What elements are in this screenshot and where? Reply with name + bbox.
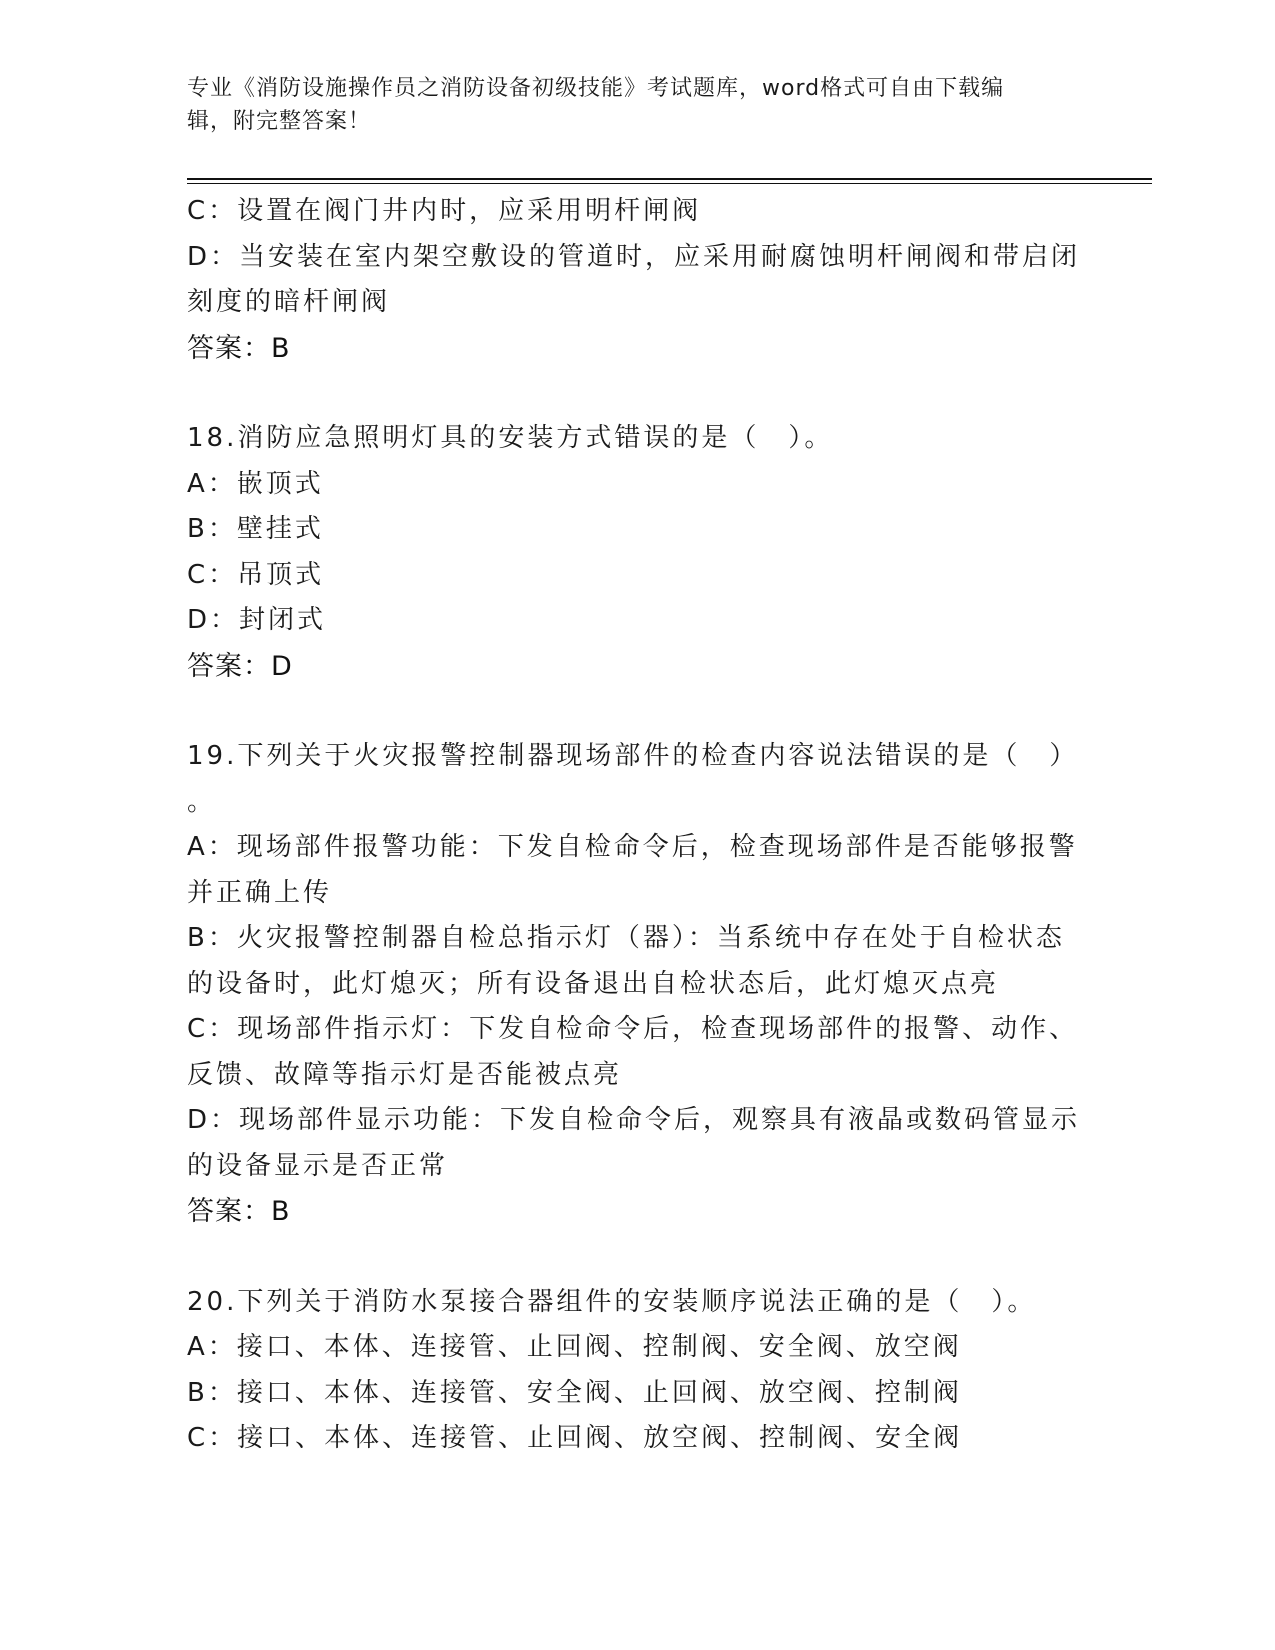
option-line: 并正确上传: [187, 877, 333, 908]
option-d: [187, 1098, 1081, 1189]
option-a: [187, 825, 1078, 916]
option-b: B：接口、本体、连接管、安全阀、止回阀、放空阀、控制阀: [187, 1377, 962, 1408]
option-line: 刻度的暗杆闸阀: [187, 287, 391, 317]
question-stem: 19.下列关于火灾报警控制器现场部件的检查内容说法错误的是（ ）: [187, 741, 1079, 771]
option-line: 反馈、故障等指示灯是否能被点亮: [187, 1059, 623, 1090]
answer-label: 答案：B: [187, 332, 291, 364]
question-content: [187, 189, 1081, 1462]
header-line-1: 专业《消防设施操作员之消防设备初级技能》考试题库，word格式可自由下载编: [187, 76, 1005, 101]
question-20: [187, 1280, 1067, 1462]
header-line-2: 辑，附完整答案！: [187, 109, 372, 134]
option-line: 的设备时，此灯熄灭；所有设备退出自检状态后，此灯熄灭点亮: [187, 968, 1000, 999]
option-line: D：当安装在室内架空敷设的管道时，应采用耐腐蚀明杆闸阀和带启闭: [187, 241, 1081, 272]
prev-question-block: [187, 189, 1081, 371]
document-header: [187, 72, 1067, 138]
option-c: [187, 1007, 1079, 1098]
option-line: A：现场部件报警功能：下发自检命令后，检查现场部件是否能够报警: [187, 832, 1078, 862]
question-19: [187, 734, 1081, 1235]
answer-label: 答案：D: [187, 650, 293, 682]
header-divider-thin: [187, 183, 1152, 184]
option-a: A：嵌顶式: [187, 468, 324, 499]
option-c: C：吊顶式: [187, 559, 325, 590]
question-stem: 18.消防应急照明灯具的安装方式错误的是（ ）。: [187, 423, 834, 453]
option-d: D：封闭式: [187, 605, 327, 635]
spacer: [187, 371, 1067, 416]
option-line: C：设置在阀门井内时，应采用明杆闸阀: [187, 196, 702, 226]
answer-label: 答案：B: [187, 1196, 291, 1227]
option-c: C：接口、本体、连接管、止回阀、放空阀、控制阀、安全阀: [187, 1423, 963, 1453]
option-line: C：现场部件指示灯：下发自检命令后，检查现场部件的报警、动作、: [187, 1014, 1079, 1044]
spacer: [187, 689, 1067, 734]
option-line: B：火灾报警控制器自检总指示灯（器）：当系统中存在处于自检状态: [187, 923, 1065, 953]
option-line: D：现场部件显示功能：下发自检命令后，观察具有液晶或数码管显示: [187, 1105, 1081, 1135]
question-stem: 20.下列关于消防水泵接合器组件的安装顺序说法正确的是（ ）。: [187, 1286, 1037, 1317]
header-divider-thick: [187, 178, 1152, 180]
option-c: [187, 189, 1067, 235]
option-b: B：壁挂式: [187, 514, 324, 544]
spacer: [187, 1235, 1067, 1280]
question-18: [187, 416, 1067, 689]
option-line: 的设备显示是否正常: [187, 1150, 449, 1181]
option-b: [187, 916, 1067, 1007]
option-a: A：接口、本体、连接管、止回阀、控制阀、安全阀、放空阀: [187, 1332, 962, 1362]
option-d: [187, 235, 1081, 326]
question-stem: 。: [187, 786, 217, 817]
